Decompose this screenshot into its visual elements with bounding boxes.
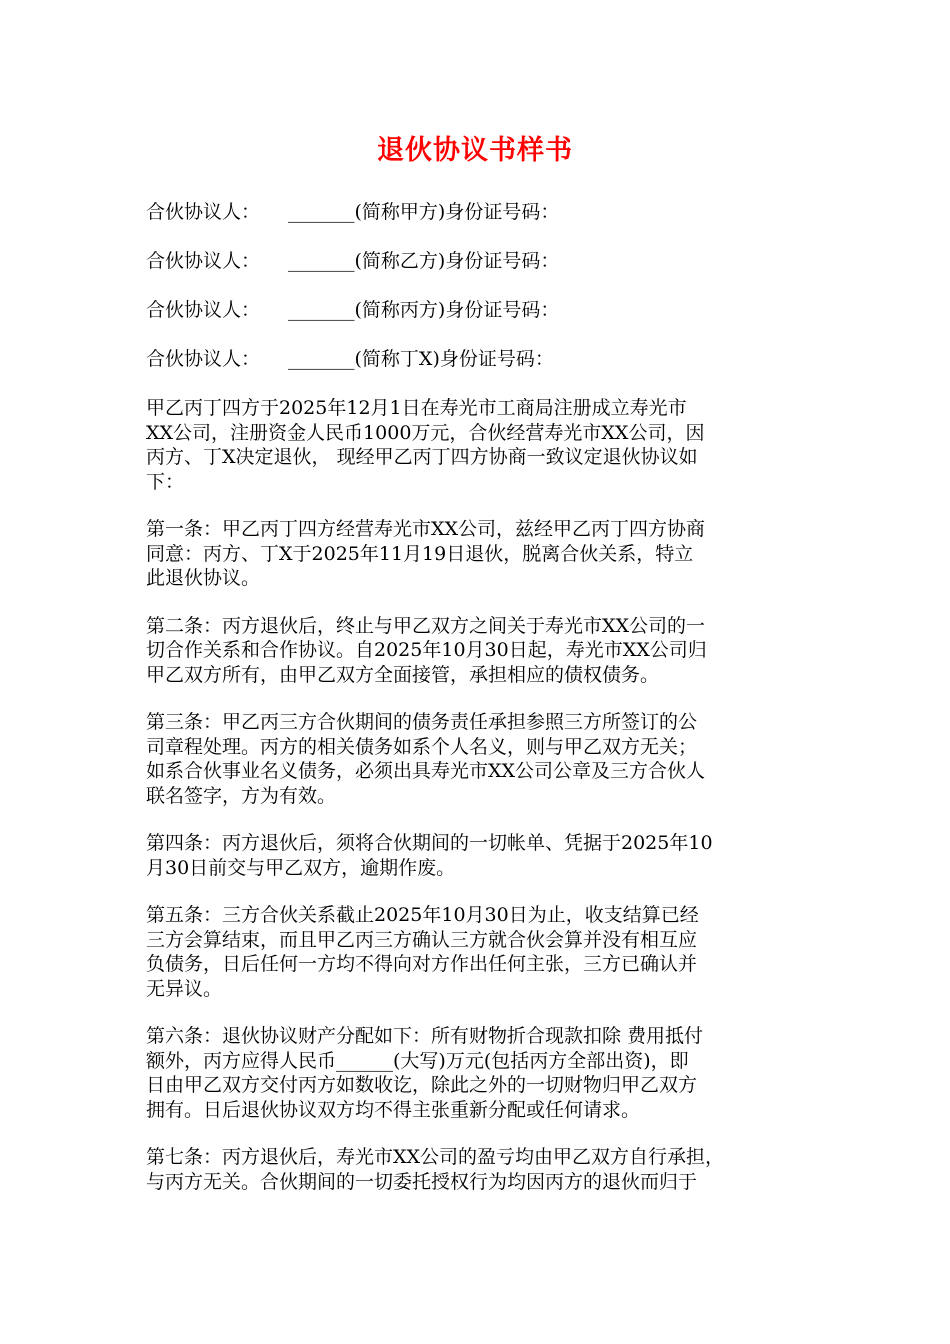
article-3: [146, 710, 821, 808]
party-line: [146, 345, 821, 373]
party-label: 合伙协议人：: [146, 299, 261, 321]
text-line: 切合作关系和合作协议。自2025年10月30日起，寿光市XX公司归: [146, 639, 707, 661]
party-detail: _______(简称乙方)身份证号码：: [288, 250, 560, 272]
text-line: 拥有。日后退伙协议双方均不得主张重新分配或任何请求。: [146, 1098, 641, 1121]
text-line: 第二条：丙方退伙后，终止与甲乙双方之间关于寿光市XX公司的一: [146, 614, 706, 637]
text-line: 与丙方无关。合伙期间的一切委托授权行为均因丙方的退伙而归于: [146, 1170, 698, 1193]
article-1: [146, 517, 821, 591]
text-line: 第七条：丙方退伙后，寿光市XX公司的盈亏均由甲乙双方自行承担，: [146, 1146, 725, 1168]
article-4: [146, 831, 821, 880]
party-label: 合伙协议人：: [146, 348, 261, 370]
text-line: 日由甲乙双方交付丙方如数收讫，除此之外的一切财物归甲乙双方: [146, 1074, 698, 1096]
document-body: [146, 198, 821, 1217]
text-line: 三方会算结束，而且甲乙丙三方确认三方就合伙会算并没有相互应: [146, 928, 698, 951]
text-line: 第一条：甲乙丙丁四方经营寿光市XX公司，兹经甲乙丙丁四方协商: [146, 518, 706, 540]
party-label: 合伙协议人：: [146, 201, 261, 223]
document-title: 退伙协议书样书: [377, 135, 573, 166]
intro-paragraph: [146, 396, 821, 494]
text-line: 甲乙丙丁四方于2025年12月1日在寿光市工商局注册成立寿光市: [146, 397, 687, 419]
party-line: [146, 198, 821, 226]
party-line: [146, 247, 821, 275]
article-5: [146, 903, 821, 1001]
text-line: 丙方、丁X决定退伙， 现经甲乙丙丁四方协商一致议定退伙协议如: [146, 446, 698, 468]
text-line: 下：: [146, 470, 185, 493]
article-7: [146, 1145, 821, 1194]
text-line: 第四条：丙方退伙后，须将合伙期间的一切帐单、凭据于2025年10: [146, 832, 713, 854]
party-line: [146, 296, 821, 324]
text-line: 第三条：甲乙丙三方合伙期间的债务责任承担参照三方所签订的公: [146, 711, 698, 733]
text-line: 此退伙协议。: [146, 567, 261, 589]
article-2: [146, 614, 821, 688]
text-line: 甲乙双方所有，由甲乙双方全面接管，承担相应的债权债务。: [146, 663, 660, 686]
text-line: 第五条：三方合伙关系截止2025年10月30日为止，收支结算已经: [146, 904, 699, 926]
text-line: 负债务，日后任何一方均不得向对方作出任何主张，三方已确认并: [146, 953, 698, 975]
party-label: 合伙协议人：: [146, 250, 261, 272]
text-line: 额外，丙方应得人民币______(大写)万元(包括丙方全部出资)，即: [146, 1049, 689, 1072]
party-detail: _______(简称丙方)身份证号码：: [288, 299, 560, 321]
text-line: 联名签字，方为有效。: [146, 784, 337, 807]
text-line: XX公司，注册资金人民币1000万元，合伙经营寿光市XX公司，因: [146, 421, 705, 444]
article-6: [146, 1024, 821, 1122]
party-detail: _______(简称甲方)身份证号码：: [288, 201, 560, 223]
text-line: 月30日前交与甲乙双方，逾期作废。: [146, 856, 456, 879]
text-line: 无异议。: [146, 977, 223, 1000]
text-line: 司章程处理。丙方的相关债务如系个人名义，则与甲乙双方无关；: [146, 735, 698, 758]
text-line: 同意：丙方、丁X于2025年11月19日退伙，脱离合伙关系，特立: [146, 542, 694, 565]
text-line: 如系合伙事业名义债务，必须出具寿光市XX公司公章及三方合伙人: [146, 760, 706, 782]
text-line: 第六条：退伙协议财产分配如下：所有财物折合现款扣除 费用抵付: [146, 1025, 704, 1047]
party-detail: _______(简称丁X)身份证号码：: [288, 348, 554, 370]
